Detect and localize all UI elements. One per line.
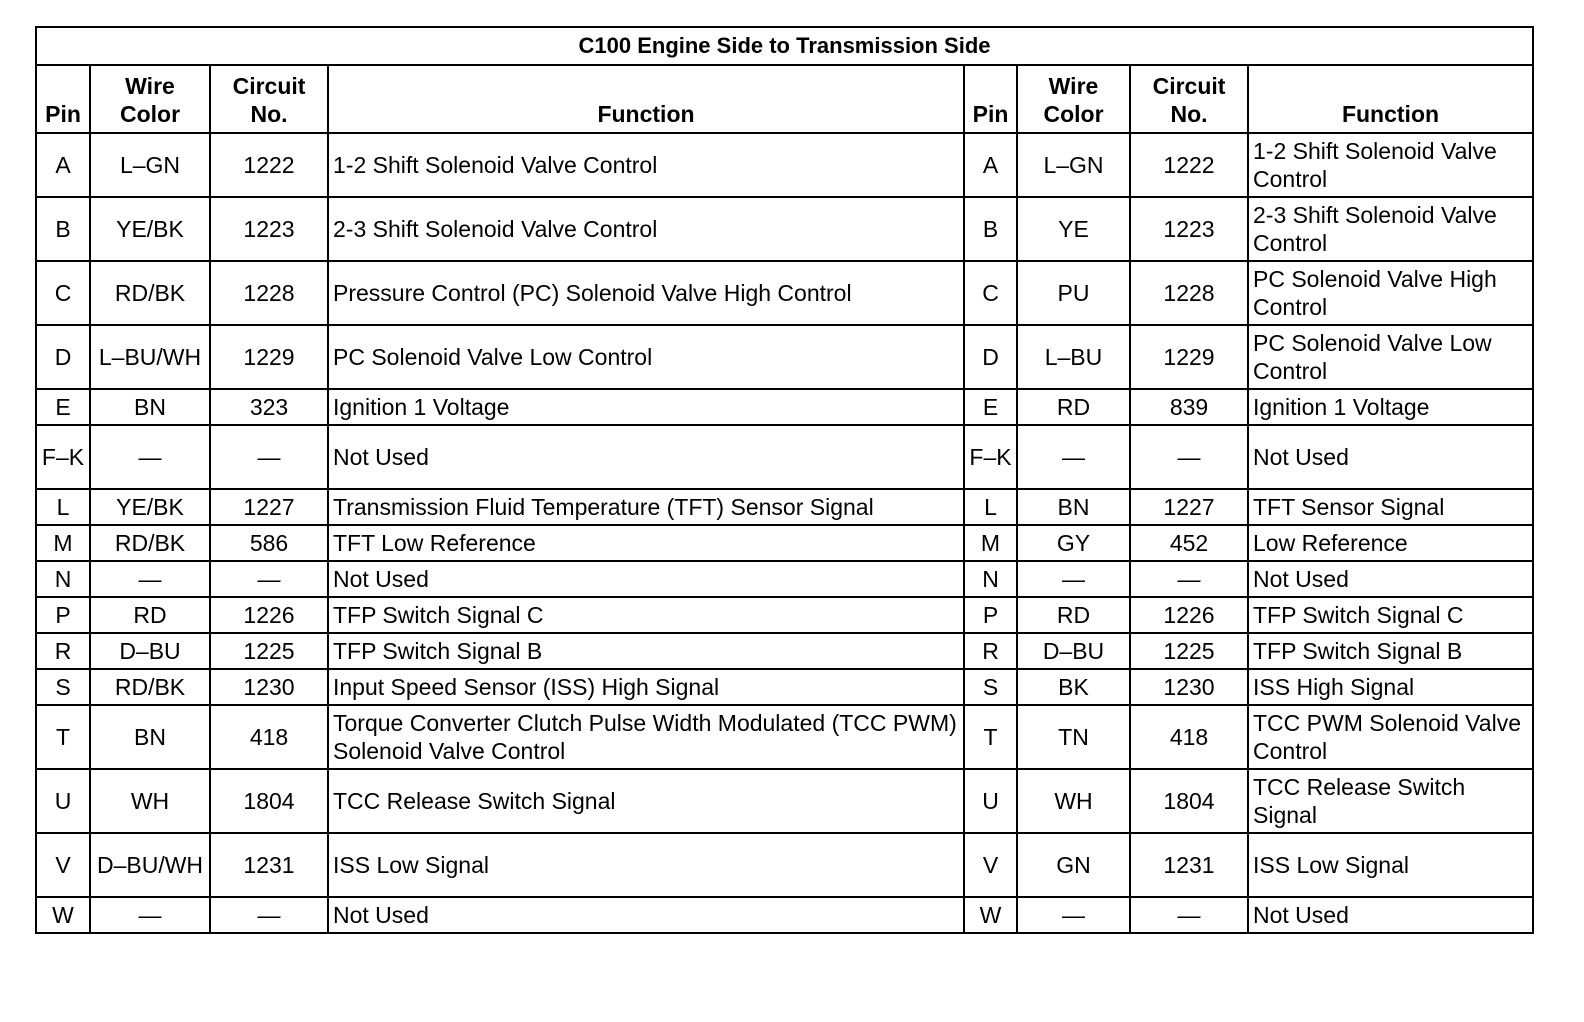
engine-function: Transmission Fluid Temperature (TFT) Sensor Signal [328, 489, 964, 525]
engine-function: ISS Low Signal [328, 833, 964, 897]
engine-wire-color: RD/BK [90, 525, 210, 561]
trans-wire-color: — [1017, 897, 1130, 933]
trans-pin: N [964, 561, 1017, 597]
trans-circuit: 1222 [1130, 133, 1248, 197]
engine-circuit: 323 [210, 389, 328, 425]
trans-wire-color: L–BU [1017, 325, 1130, 389]
engine-function: TCC Release Switch Signal [328, 769, 964, 833]
table-row [36, 261, 1533, 325]
engine-pin: F–K [36, 425, 90, 489]
engine-wire-color: — [90, 561, 210, 597]
engine-pin: M [36, 525, 90, 561]
trans-pin: A [964, 133, 1017, 197]
engine-wire-color: D–BU [90, 633, 210, 669]
engine-circuit: — [210, 897, 328, 933]
engine-function: 2-3 Shift Solenoid Valve Control [328, 197, 964, 261]
trans-wire-color: — [1017, 425, 1130, 489]
trans-pin: C [964, 261, 1017, 325]
engine-circuit: 586 [210, 525, 328, 561]
trans-wire-color: BK [1017, 669, 1130, 705]
trans-wire-color: GY [1017, 525, 1130, 561]
engine-pin: S [36, 669, 90, 705]
engine-function: TFP Switch Signal B [328, 633, 964, 669]
engine-function-header: Function [328, 65, 964, 133]
engine-function: Not Used [328, 561, 964, 597]
engine-wire-color: BN [90, 389, 210, 425]
trans-pin: T [964, 705, 1017, 769]
table-row [36, 325, 1533, 389]
table-title: C100 Engine Side to Transmission Side [36, 27, 1533, 65]
trans-pin: D [964, 325, 1017, 389]
trans-circuit: — [1130, 897, 1248, 933]
table-row [36, 597, 1533, 633]
engine-function: Pressure Control (PC) Solenoid Valve High Control [328, 261, 964, 325]
trans-function: Not Used [1248, 425, 1533, 489]
trans-function: TFP Switch Signal B [1248, 633, 1533, 669]
trans-circuit: 839 [1130, 389, 1248, 425]
engine-wire-color: RD/BK [90, 669, 210, 705]
trans-circuit: 1230 [1130, 669, 1248, 705]
engine-pin: L [36, 489, 90, 525]
trans-pin: P [964, 597, 1017, 633]
trans-pin: S [964, 669, 1017, 705]
trans-function: Not Used [1248, 561, 1533, 597]
trans-circuit: 1227 [1130, 489, 1248, 525]
engine-pin: A [36, 133, 90, 197]
engine-function: Input Speed Sensor (ISS) High Signal [328, 669, 964, 705]
engine-circuit: 1229 [210, 325, 328, 389]
table-row [36, 669, 1533, 705]
engine-wire-color: L–GN [90, 133, 210, 197]
pinout-table [35, 26, 1534, 934]
trans-function: Not Used [1248, 897, 1533, 933]
table-row [36, 561, 1533, 597]
trans-wire-color-header: Wire Color [1017, 65, 1130, 133]
trans-pin: E [964, 389, 1017, 425]
trans-circuit: 1225 [1130, 633, 1248, 669]
trans-pin: F–K [964, 425, 1017, 489]
trans-pin: R [964, 633, 1017, 669]
header-row [36, 65, 1533, 133]
trans-wire-color: TN [1017, 705, 1130, 769]
trans-function: 2-3 Shift Solenoid Valve Control [1248, 197, 1533, 261]
engine-function: PC Solenoid Valve Low Control [328, 325, 964, 389]
trans-wire-color: GN [1017, 833, 1130, 897]
table-row [36, 425, 1533, 489]
trans-circuit: 1223 [1130, 197, 1248, 261]
engine-circuit: 1225 [210, 633, 328, 669]
engine-function: Not Used [328, 425, 964, 489]
engine-wire-color: D–BU/WH [90, 833, 210, 897]
trans-function: TFP Switch Signal C [1248, 597, 1533, 633]
engine-circuit: 1230 [210, 669, 328, 705]
table-row [36, 769, 1533, 833]
trans-circuit-header: Circuit No. [1130, 65, 1248, 133]
trans-wire-color: BN [1017, 489, 1130, 525]
trans-function: ISS Low Signal [1248, 833, 1533, 897]
trans-pin: W [964, 897, 1017, 933]
engine-function: 1-2 Shift Solenoid Valve Control [328, 133, 964, 197]
engine-function: TFT Low Reference [328, 525, 964, 561]
trans-wire-color: PU [1017, 261, 1130, 325]
engine-pin: V [36, 833, 90, 897]
engine-circuit: 418 [210, 705, 328, 769]
trans-function: PC Solenoid Valve High Control [1248, 261, 1533, 325]
trans-wire-color: YE [1017, 197, 1130, 261]
trans-function-header: Function [1248, 65, 1533, 133]
trans-circuit: 1231 [1130, 833, 1248, 897]
trans-wire-color: RD [1017, 597, 1130, 633]
engine-function: Ignition 1 Voltage [328, 389, 964, 425]
trans-pin: V [964, 833, 1017, 897]
trans-circuit: — [1130, 561, 1248, 597]
engine-wire-color: L–BU/WH [90, 325, 210, 389]
trans-function: Low Reference [1248, 525, 1533, 561]
trans-wire-color: D–BU [1017, 633, 1130, 669]
engine-wire-color: BN [90, 705, 210, 769]
engine-pin: N [36, 561, 90, 597]
trans-function: Ignition 1 Voltage [1248, 389, 1533, 425]
table-row [36, 197, 1533, 261]
engine-circuit: 1227 [210, 489, 328, 525]
engine-wire-color: — [90, 897, 210, 933]
engine-wire-color: RD [90, 597, 210, 633]
trans-pin: M [964, 525, 1017, 561]
trans-wire-color: L–GN [1017, 133, 1130, 197]
engine-wire-color: — [90, 425, 210, 489]
trans-wire-color: RD [1017, 389, 1130, 425]
trans-wire-color: WH [1017, 769, 1130, 833]
engine-pin-header: Pin [36, 65, 90, 133]
engine-pin: W [36, 897, 90, 933]
table-row [36, 389, 1533, 425]
table-row [36, 633, 1533, 669]
engine-circuit: 1231 [210, 833, 328, 897]
trans-function: PC Solenoid Valve Low Control [1248, 325, 1533, 389]
trans-pin: L [964, 489, 1017, 525]
trans-pin-header: Pin [964, 65, 1017, 133]
engine-wire-color: RD/BK [90, 261, 210, 325]
engine-circuit: 1804 [210, 769, 328, 833]
engine-function: TFP Switch Signal C [328, 597, 964, 633]
trans-circuit: 418 [1130, 705, 1248, 769]
engine-pin: P [36, 597, 90, 633]
engine-circuit: — [210, 561, 328, 597]
engine-wire-color: WH [90, 769, 210, 833]
engine-wire-color: YE/BK [90, 489, 210, 525]
engine-circuit: 1222 [210, 133, 328, 197]
table-row [36, 897, 1533, 933]
trans-circuit: 1804 [1130, 769, 1248, 833]
trans-function: TFT Sensor Signal [1248, 489, 1533, 525]
trans-circuit: 1226 [1130, 597, 1248, 633]
table-row [36, 705, 1533, 769]
engine-pin: D [36, 325, 90, 389]
engine-circuit: — [210, 425, 328, 489]
trans-pin: U [964, 769, 1017, 833]
table-row [36, 133, 1533, 197]
table-row [36, 525, 1533, 561]
trans-pin: B [964, 197, 1017, 261]
trans-circuit: 452 [1130, 525, 1248, 561]
engine-pin: E [36, 389, 90, 425]
trans-function: ISS High Signal [1248, 669, 1533, 705]
trans-circuit: 1229 [1130, 325, 1248, 389]
engine-pin: C [36, 261, 90, 325]
trans-circuit: 1228 [1130, 261, 1248, 325]
trans-wire-color: — [1017, 561, 1130, 597]
engine-circuit: 1226 [210, 597, 328, 633]
engine-circuit: 1228 [210, 261, 328, 325]
engine-wire-color: YE/BK [90, 197, 210, 261]
engine-circuit-header: Circuit No. [210, 65, 328, 133]
trans-circuit: — [1130, 425, 1248, 489]
table-row [36, 489, 1533, 525]
engine-pin: U [36, 769, 90, 833]
table-row [36, 833, 1533, 897]
trans-function: TCC Release Switch Signal [1248, 769, 1533, 833]
engine-function: Not Used [328, 897, 964, 933]
engine-pin: B [36, 197, 90, 261]
engine-pin: R [36, 633, 90, 669]
engine-function: Torque Converter Clutch Pulse Width Modulated (TCC PWM) Solenoid Valve Control [328, 705, 964, 769]
trans-function: TCC PWM Solenoid Valve Control [1248, 705, 1533, 769]
engine-wire-color-header: Wire Color [90, 65, 210, 133]
engine-circuit: 1223 [210, 197, 328, 261]
engine-pin: T [36, 705, 90, 769]
trans-function: 1-2 Shift Solenoid Valve Control [1248, 133, 1533, 197]
